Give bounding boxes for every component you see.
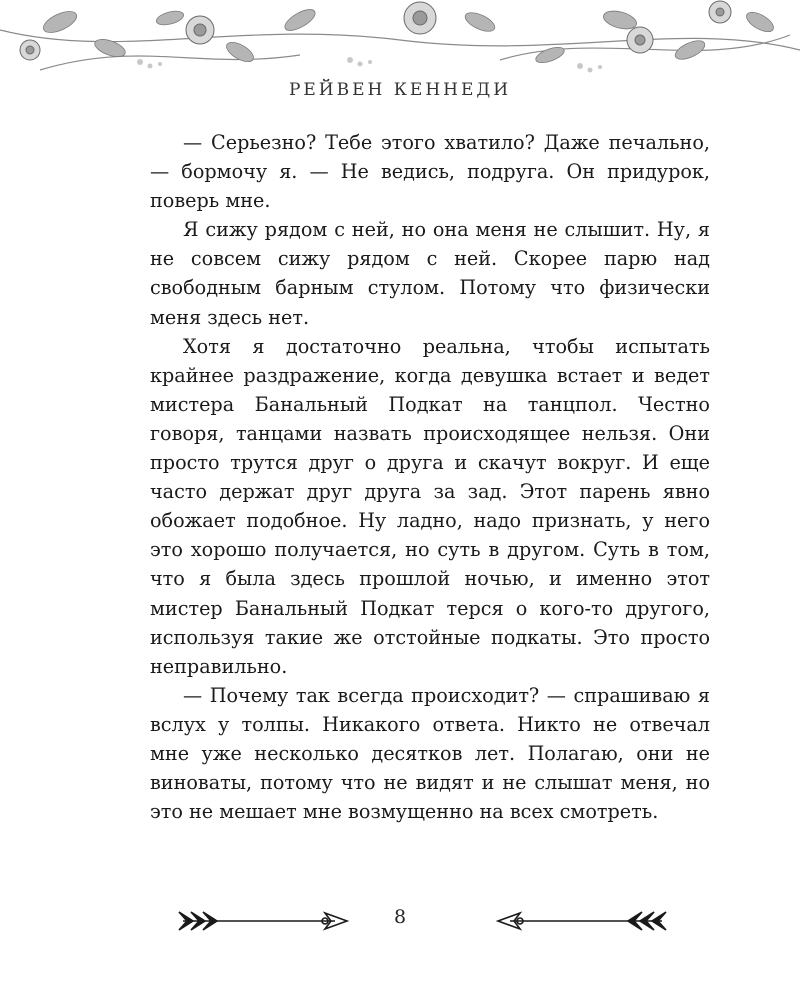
page-footer: [0, 898, 800, 946]
floral-vine-icon: [0, 0, 800, 80]
arrow-right-icon: [175, 906, 355, 936]
page-number: 8: [393, 906, 407, 928]
body-text: [150, 128, 710, 826]
paragraph: Я сижу рядом с ней, но она меня не слышит. Ну, я не совсем сижу рядом с ней. Скорее парю над свободным барным стулом. Потому что физически меня здесь нет.: [150, 218, 710, 329]
arrow-left-icon: [490, 906, 670, 936]
paragraph: — Почему так всегда происходит? — спрашиваю я вслух у толпы. Никакого ответа. Никто не отвечал мне уже несколько десятков лет. Полагаю, они не виноваты, потому что не видят и не слышат меня, но это не мешает мне возмущенно на всех смотреть.: [150, 683, 710, 824]
paragraph: — Серьезно? Тебе этого хватило? Даже печально, — бормочу я. — Не ведись, подруга. Он придурок, поверь мне.: [150, 131, 710, 213]
running-header: РЕЙВЕН КЕННЕДИ: [288, 80, 512, 100]
paragraph: Хотя я достаточно реальна, чтобы испытать крайнее раздражение, когда девушка встает и ведет мистера Банальный Подкат на танцпол. Честно говоря, танцами назвать происходящее нельзя. Они просто трутся друг о друга и скачут вокруг. И еще часто держат друг друга за зад. Этот парень явно обожает подобное. Ну ладно, надо признать, у него это хорошо получается, но суть в другом. Суть в том, что я была здесь прошлой ночью, и именно этот мистер Банальный Подкат терся о кого-то другого, используя такие же отстойные подкаты. Это просто неправильно.: [150, 334, 710, 678]
